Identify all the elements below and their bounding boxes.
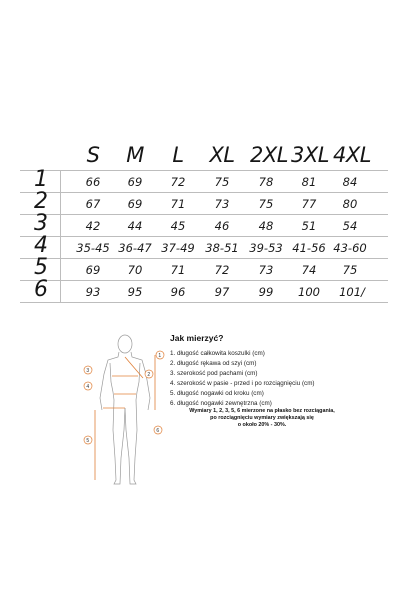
table-cell: 81 xyxy=(301,175,317,189)
badge-5: 5 xyxy=(86,437,90,444)
table-cell: 54 xyxy=(342,219,358,233)
table-cell: 80 xyxy=(342,197,358,211)
row-divider xyxy=(20,192,388,193)
badge-3: 3 xyxy=(86,367,90,374)
row-divider xyxy=(20,236,388,237)
table-cell: 51 xyxy=(301,219,317,233)
table-cell: 72 xyxy=(214,263,230,277)
table-cell: 66 xyxy=(85,175,101,189)
measure-item: 5. długość nogawki od kroku (cm) xyxy=(170,390,264,397)
size-header: 4XL xyxy=(333,143,371,167)
badge-1: 1 xyxy=(158,352,162,359)
table-cell: 37-49 xyxy=(161,241,195,255)
badge-2: 2 xyxy=(147,371,151,378)
size-header: XL xyxy=(209,143,235,167)
table-cell: 72 xyxy=(170,175,186,189)
table-cell: 70 xyxy=(127,263,143,277)
table-cell: 69 xyxy=(127,197,143,211)
table-cell: 39-53 xyxy=(249,241,283,255)
row-number: 5 xyxy=(34,255,48,280)
table-cell: 100 xyxy=(298,285,320,299)
measure-item: 3. szerokość pod pachami (cm) xyxy=(170,370,258,377)
measure-item: 4. szerokość w pasie - przed i po rozciągnięciu (cm) xyxy=(170,380,315,387)
table-cell: 71 xyxy=(170,263,186,277)
table-cell: 95 xyxy=(127,285,143,299)
row-number: 6 xyxy=(34,277,48,302)
row-divider xyxy=(20,280,388,281)
note-line: Wymiary 1, 2, 3, 5, 6 mierzone na płasko bez rozciągania, xyxy=(189,408,335,414)
table-cell: 42 xyxy=(85,219,101,233)
table-cell: 73 xyxy=(258,263,274,277)
table-cell: 36-47 xyxy=(118,241,152,255)
table-cell: 75 xyxy=(214,175,230,189)
table-cell: 77 xyxy=(301,197,317,211)
column-divider xyxy=(60,170,61,302)
size-header: L xyxy=(172,143,184,167)
badge-6: 6 xyxy=(156,427,160,434)
table-cell: 41-56 xyxy=(292,241,326,255)
row-number: 3 xyxy=(34,211,48,236)
body-figure-svg xyxy=(80,330,170,490)
badge-4: 4 xyxy=(86,383,90,390)
table-cell: 75 xyxy=(342,263,358,277)
table-cell: 96 xyxy=(170,285,186,299)
table-cell: 67 xyxy=(85,197,101,211)
table-cell: 45 xyxy=(170,219,186,233)
row-divider xyxy=(20,258,388,259)
row-number: 1 xyxy=(34,167,48,192)
note-line: o około 20% - 30%. xyxy=(237,422,287,428)
table-cell: 46 xyxy=(214,219,230,233)
size-header: S xyxy=(86,143,100,167)
table-cell: 97 xyxy=(214,285,230,299)
row-divider xyxy=(20,170,388,171)
table-cell: 69 xyxy=(85,263,101,277)
measure-item: 6. długość nogawki zewnętrzna (cm) xyxy=(170,400,272,407)
measure-item: 2. długość rękawa od szyi (cm) xyxy=(170,360,257,367)
table-cell: 38-51 xyxy=(205,241,239,255)
table-cell: 35-45 xyxy=(76,241,110,255)
body-figure-illustration xyxy=(80,330,170,490)
table-cell: 48 xyxy=(258,219,274,233)
row-number: 4 xyxy=(34,233,48,258)
table-cell: 84 xyxy=(342,175,358,189)
table-cell: 78 xyxy=(258,175,274,189)
table-cell: 73 xyxy=(214,197,230,211)
size-header: M xyxy=(126,143,144,167)
table-cell: 43-60 xyxy=(333,241,367,255)
table-cell: 99 xyxy=(258,285,274,299)
table-cell: 93 xyxy=(85,285,101,299)
note-line: po rozciągnięciu wymiary zwiększają się xyxy=(210,415,314,421)
table-cell: 75 xyxy=(258,197,274,211)
measure-note xyxy=(162,408,362,429)
how-to-measure-title: Jak mierzyć? xyxy=(170,333,224,343)
table-cell: 74 xyxy=(301,263,317,277)
size-header: 2XL xyxy=(250,143,288,167)
size-header: 3XL xyxy=(291,143,329,167)
measure-item: 1. długość całkowita koszulki (cm) xyxy=(170,350,265,357)
row-number: 2 xyxy=(34,189,48,214)
table-cell: 69 xyxy=(127,175,143,189)
table-cell: 44 xyxy=(127,219,143,233)
row-divider xyxy=(20,214,388,215)
row-divider xyxy=(20,302,388,303)
table-cell: 71 xyxy=(170,197,186,211)
table-cell: 101/ xyxy=(339,285,365,299)
